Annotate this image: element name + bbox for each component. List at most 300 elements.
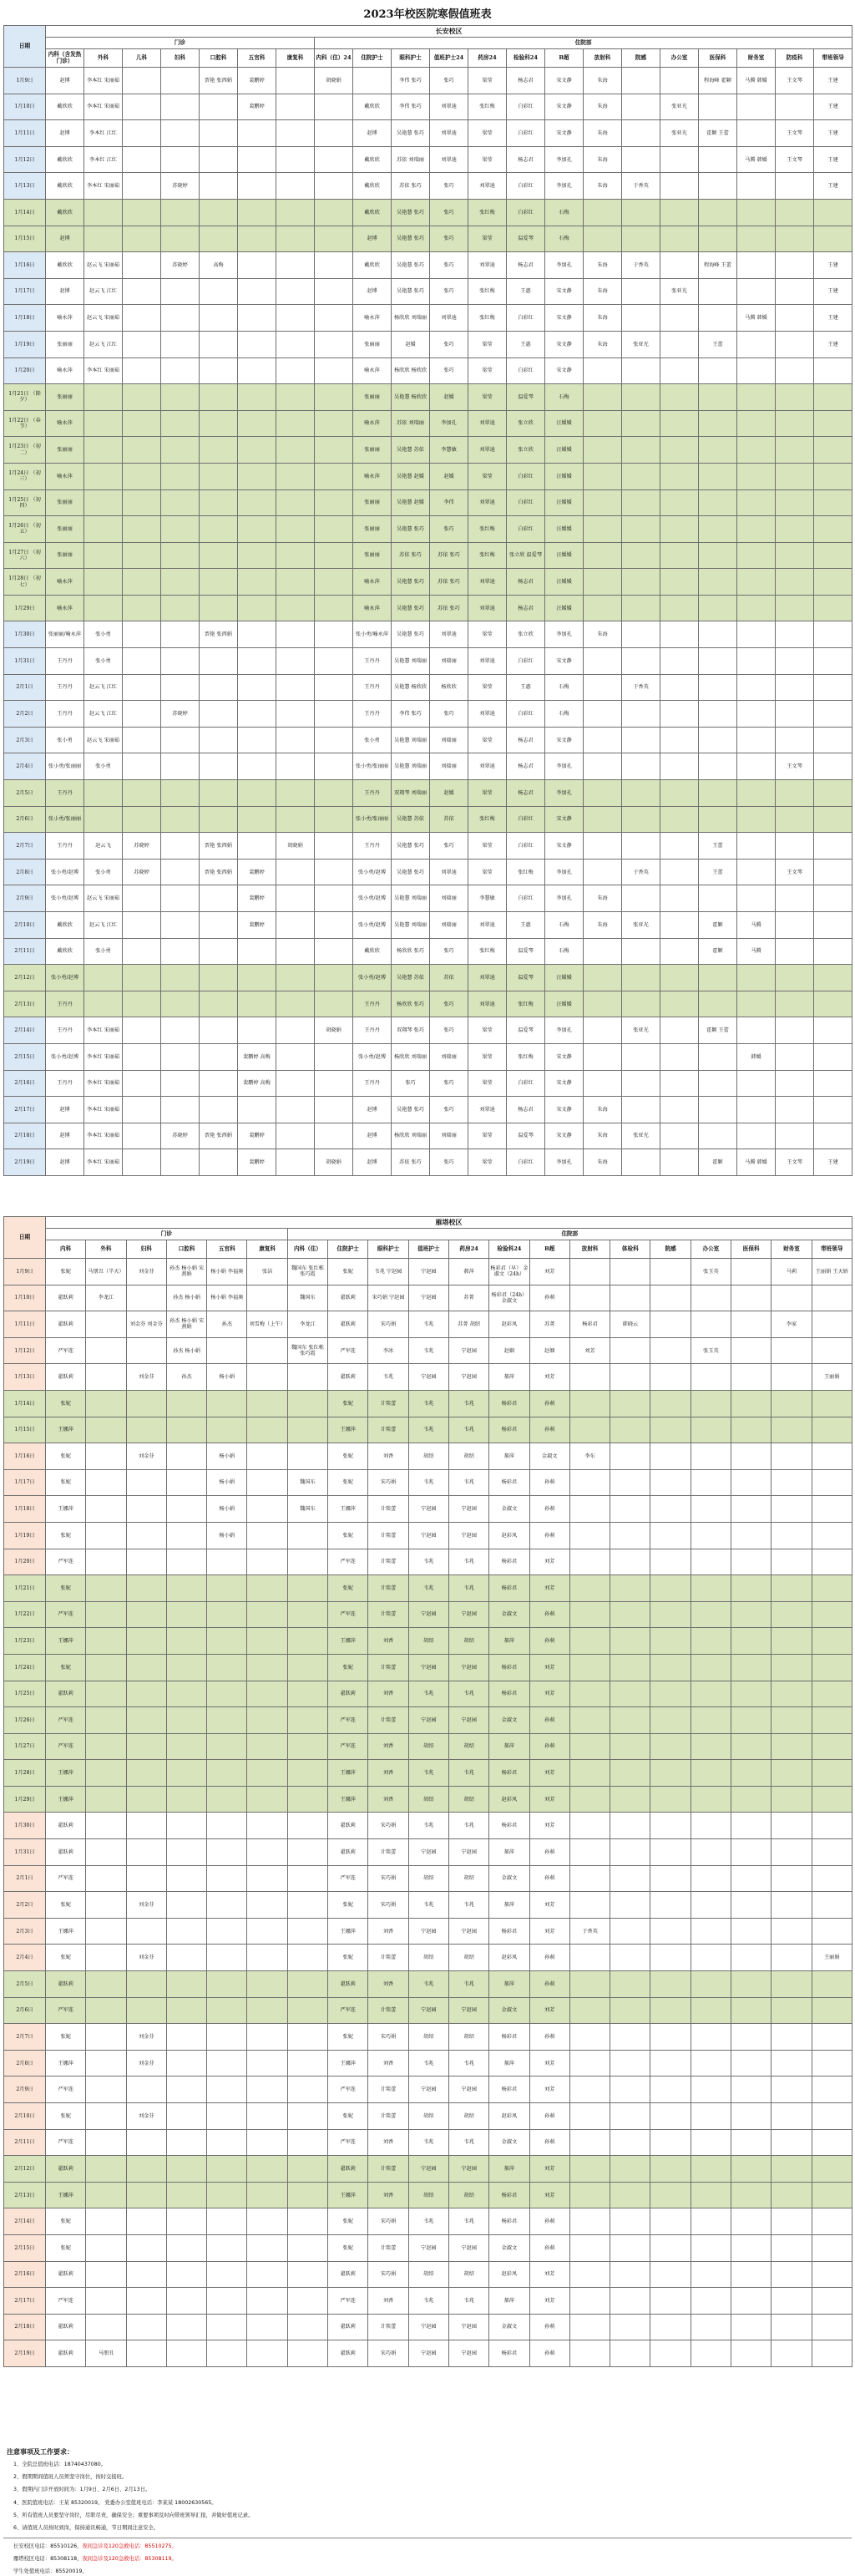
duty-cell: 赵云飞 江红 [84, 912, 123, 939]
duty-cell: 王丹丹 [46, 674, 84, 701]
duty-cell: 张红梅 [468, 199, 507, 226]
duty-cell [737, 833, 776, 860]
duty-cell: 刘芳 [529, 1813, 569, 1839]
schedule-row [4, 648, 852, 675]
duty-cell [161, 621, 200, 648]
date-cell: 2月15日 [4, 1043, 46, 1070]
date-cell: 1月23日 [4, 1628, 46, 1655]
campus-name: 雁塔校区 [46, 1217, 852, 1229]
duty-cell [814, 226, 852, 252]
duty-cell [737, 595, 776, 621]
duty-cell: 赵博 [46, 1149, 84, 1176]
duty-cell: 刘瑞丽 [430, 727, 468, 753]
duty-cell [584, 780, 622, 807]
duty-cell: 张小勇/赵博 [46, 885, 84, 912]
duty-cell [776, 1097, 814, 1123]
duty-cell: 郝萍 [489, 1364, 529, 1391]
duty-cell [238, 965, 276, 991]
duty-cell: 戴欣欣 [46, 938, 84, 965]
duty-cell: 宋巧娟 [368, 2024, 408, 2051]
duty-cell [660, 938, 699, 965]
date-cell: 1月17日 [4, 1469, 46, 1496]
duty-cell: 王建 [814, 146, 852, 173]
duty-cell: 张丽丽/喻永萍 [46, 621, 84, 648]
duty-cell [610, 1285, 650, 1311]
duty-cell [731, 1417, 772, 1443]
date-cell: 2月3日 [4, 1918, 46, 1945]
duty-cell [584, 226, 622, 252]
schedule-row [4, 1070, 852, 1097]
duty-cell [776, 648, 814, 675]
duty-cell: 宁赵园 [448, 2234, 488, 2261]
schedule-row [4, 199, 852, 226]
duty-cell [126, 1733, 166, 1760]
duty-cell: 苏晓婷 [161, 173, 200, 200]
duty-cell [691, 2182, 731, 2208]
date-cell: 1月27日 （初六） [4, 542, 46, 569]
duty-cell [812, 2050, 852, 2077]
duty-cell [610, 1628, 650, 1655]
duty-cell: 马腾 韩媛 [737, 68, 776, 94]
column-header: 体检科 [610, 1240, 650, 1259]
duty-cell: 张妮 [46, 1443, 86, 1470]
duty-cell: 韦兆 [408, 1575, 448, 1602]
duty-cell [660, 991, 699, 1017]
duty-cell: 戴欣欣 [353, 252, 392, 279]
duty-cell: 李加孔 [545, 780, 584, 807]
column-header: B超 [545, 49, 584, 68]
duty-cell [699, 410, 737, 437]
duty-cell [126, 2077, 166, 2103]
duty-cell [622, 305, 660, 332]
duty-cell [207, 2182, 247, 2208]
duty-cell: 贾艳 张西娟 [200, 68, 238, 94]
duty-cell: 宁赵园 [408, 1839, 448, 1866]
duty-cell [200, 94, 238, 120]
duty-cell: 梁莹 [468, 463, 507, 489]
duty-cell: 翟跃莉 [328, 1971, 368, 1998]
date-column-header: 日期 [4, 1217, 46, 1259]
duty-cell: 胡绍 [448, 1628, 488, 1655]
duty-cell [247, 1813, 287, 1839]
duty-cell [737, 173, 776, 200]
date-cell: 2月11日 [4, 938, 46, 965]
duty-cell: 张立欣 [507, 437, 545, 464]
duty-cell [200, 278, 238, 305]
duty-cell [731, 1918, 772, 1945]
schedule-row [4, 1043, 852, 1070]
duty-cell: 郝萍 [489, 2288, 529, 2315]
duty-cell: 王文琴 [776, 120, 814, 147]
duty-cell: 金淑文 [489, 2314, 529, 2340]
duty-cell [247, 2261, 287, 2288]
duty-cell: 孙杰 [207, 1311, 247, 1338]
duty-cell: 韦兆 [408, 1681, 448, 1707]
duty-cell: 张巧 [430, 331, 468, 357]
duty-cell [123, 173, 161, 200]
duty-cell [812, 1997, 852, 2024]
date-cell: 2月4日 [4, 753, 46, 780]
duty-cell: 赵彩凤 [489, 2103, 529, 2130]
duty-cell: 宁赵园 [408, 1364, 448, 1391]
duty-cell: 计琰蕾 [368, 2234, 408, 2261]
duty-cell [126, 1522, 166, 1549]
duty-cell [699, 965, 737, 991]
duty-cell [622, 463, 660, 489]
duty-cell [622, 146, 660, 173]
duty-cell [123, 1097, 161, 1123]
duty-cell: 李本红 宋丽茹 [84, 1123, 123, 1149]
date-cell: 2月3日 [4, 727, 46, 753]
duty-cell [812, 1549, 852, 1575]
duty-cell: 赵云飞 宋丽茹 [84, 305, 123, 332]
date-cell: 1月15日 [4, 226, 46, 252]
duty-cell: 苏菁 [529, 1311, 569, 1338]
duty-cell [166, 2103, 206, 2130]
duty-cell: 李加孔 [430, 410, 468, 437]
duty-cell [776, 1043, 814, 1070]
duty-cell [622, 648, 660, 675]
duty-cell: 赵彩凤 [489, 2261, 529, 2288]
duty-cell [569, 1892, 610, 1919]
duty-cell [161, 199, 200, 226]
duty-cell: 孙萌 [529, 1417, 569, 1443]
duty-cell [691, 1681, 731, 1707]
duty-cell: 韦兆 [408, 2288, 448, 2315]
duty-cell [660, 516, 699, 543]
duty-cell [238, 489, 276, 516]
duty-cell [814, 1123, 852, 1149]
duty-cell: 梁莹 [468, 1149, 507, 1176]
duty-cell: 宋巧娟 宁赵园 [368, 1285, 408, 1311]
note-item: 5、所有值班人员要坚守岗位，尽职尽责，确保安全；重要事项及时向带班领导汇报，并做好值班记录。 [13, 2512, 254, 2518]
duty-cell: 喻永萍 [353, 595, 392, 621]
duty-cell [731, 1496, 772, 1523]
duty-cell: 刘翠迪 [468, 753, 507, 780]
duty-cell [123, 1043, 161, 1070]
duty-cell: 刘翠迪 [468, 489, 507, 516]
schedule-row [4, 1997, 852, 2024]
duty-cell: 吴艳慧 张巧 [392, 859, 430, 885]
duty-cell [691, 1997, 731, 2024]
duty-cell: 翟跃莉 [328, 2261, 368, 2288]
duty-cell [812, 2340, 852, 2367]
duty-cell: 宋文静 [545, 94, 584, 120]
duty-cell [287, 1733, 327, 1760]
date-cell: 2月8日 [4, 2050, 46, 2077]
duty-cell [276, 1097, 315, 1123]
duty-cell [610, 2208, 650, 2235]
duty-cell [287, 1865, 327, 1892]
duty-cell [660, 489, 699, 516]
duty-cell: 吴艳慧 张巧 [392, 120, 430, 147]
duty-cell [84, 384, 123, 411]
duty-cell: 胡绍 [448, 1865, 488, 1892]
duty-cell: 李加孔 [545, 252, 584, 279]
duty-cell [315, 1123, 353, 1149]
duty-cell: 韦兆 [448, 1417, 488, 1443]
duty-cell [731, 1786, 772, 1813]
duty-cell [650, 1628, 691, 1655]
duty-cell [772, 1575, 812, 1602]
duty-cell [584, 1070, 622, 1097]
column-header: 带班领导 [812, 1240, 852, 1259]
duty-cell [731, 1892, 772, 1919]
schedule-row [4, 2234, 852, 2261]
duty-cell [691, 2103, 731, 2130]
duty-cell [276, 146, 315, 173]
duty-cell: 赵姻 [529, 1337, 569, 1364]
duty-cell [650, 1601, 691, 1628]
duty-cell [699, 1070, 737, 1097]
duty-cell [660, 1149, 699, 1176]
duty-cell: 王丹丹 [46, 991, 84, 1017]
duty-cell [238, 938, 276, 965]
schedule-row [4, 1417, 852, 1443]
duty-cell: 张巧 [430, 357, 468, 384]
schedule-row [4, 1892, 852, 1919]
schedule-row [4, 1443, 852, 1470]
duty-cell: 杨志君 [507, 68, 545, 94]
duty-cell [276, 806, 315, 833]
duty-cell [650, 1760, 691, 1787]
schedule-row [4, 2024, 852, 2051]
duty-cell: 张妮 [46, 2024, 86, 2051]
duty-cell: 王建 [814, 94, 852, 120]
duty-cell [814, 1043, 852, 1070]
duty-cell [84, 595, 123, 621]
duty-cell: 赵博 [353, 226, 392, 252]
duty-cell: 刘香 [368, 1760, 408, 1787]
duty-cell [737, 463, 776, 489]
duty-cell: 白彩红 [507, 463, 545, 489]
duty-cell [699, 437, 737, 464]
duty-cell [814, 991, 852, 1017]
duty-cell [86, 1549, 126, 1575]
date-cell: 1月26日 [4, 1707, 46, 1734]
duty-cell: 吴艳慧 张巧 [392, 226, 430, 252]
duty-cell [691, 1839, 731, 1866]
duty-cell [584, 1043, 622, 1070]
duty-cell [610, 1760, 650, 1787]
duty-cell [247, 2208, 287, 2235]
duty-cell: 刘金芬 [126, 1892, 166, 1919]
duty-cell [610, 1469, 650, 1496]
duty-cell: 宋巧娟 [368, 1469, 408, 1496]
duty-cell [200, 912, 238, 939]
duty-cell [238, 569, 276, 596]
duty-cell: 刘翠迪 [468, 965, 507, 991]
duty-cell [207, 1786, 247, 1813]
duty-cell: 王建 [814, 68, 852, 94]
duty-cell: 张丽丽 [46, 331, 84, 357]
duty-cell: 朱海 [584, 68, 622, 94]
duty-cell: 苏晓婷 [161, 1123, 200, 1149]
duty-cell: 杨彩君 [489, 1417, 529, 1443]
schedule-row [4, 1259, 852, 1285]
duty-cell: 翟跃莉 [46, 2261, 86, 2288]
duty-cell: 张红梅 [507, 859, 545, 885]
duty-cell [287, 2234, 327, 2261]
duty-cell: 宋巧娟 [368, 2261, 408, 2288]
duty-cell [650, 1892, 691, 1919]
duty-cell [737, 701, 776, 728]
duty-cell: 张立欣 [507, 410, 545, 437]
duty-cell: 赵彩凤 [489, 1522, 529, 1549]
duty-cell [650, 1390, 691, 1417]
duty-cell [772, 1549, 812, 1575]
duty-cell [772, 1865, 812, 1892]
schedule-row [4, 1786, 852, 1813]
duty-cell: 喻永萍 [353, 305, 392, 332]
duty-cell [660, 1123, 699, 1149]
duty-cell [731, 1549, 772, 1575]
duty-cell [691, 1311, 731, 1338]
duty-cell: 金淑文 [489, 1496, 529, 1523]
duty-cell [731, 1522, 772, 1549]
duty-cell [166, 2234, 206, 2261]
duty-cell [287, 1549, 327, 1575]
duty-cell [247, 1733, 287, 1760]
duty-cell [812, 1654, 852, 1681]
duty-cell [622, 595, 660, 621]
duty-cell: 宁赵园 [448, 2077, 488, 2103]
duty-cell [86, 1681, 126, 1707]
duty-cell [691, 2288, 731, 2315]
duty-cell [660, 68, 699, 94]
duty-cell: 王丹丹 [46, 648, 84, 675]
duty-cell [731, 2288, 772, 2315]
duty-cell: 宁赵园 [408, 1285, 448, 1311]
duty-cell [161, 1070, 200, 1097]
duty-cell: 赵博 [353, 1149, 392, 1176]
duty-cell [584, 753, 622, 780]
duty-cell [200, 1043, 238, 1070]
duty-cell [161, 437, 200, 464]
duty-cell [772, 1945, 812, 1971]
duty-cell: 严军连 [46, 2288, 86, 2315]
duty-cell [776, 595, 814, 621]
duty-cell [166, 1522, 206, 1549]
duty-cell [166, 2182, 206, 2208]
duty-cell: 计琰蕾 [368, 1707, 408, 1734]
schedule-row [4, 1839, 852, 1866]
duty-cell [276, 331, 315, 357]
duty-cell [315, 120, 353, 147]
schedule-row [4, 727, 852, 753]
duty-cell: 宋文静 [545, 1097, 584, 1123]
schedule-row [4, 410, 852, 437]
duty-cell [650, 1285, 691, 1311]
duty-cell [622, 991, 660, 1017]
duty-cell [814, 437, 852, 464]
duty-cell: 李加孔 [545, 885, 584, 912]
duty-cell: 梁莹 [468, 1017, 507, 1044]
duty-cell: 贾艳 张西娟 [200, 621, 238, 648]
duty-cell [86, 2261, 126, 2288]
duty-cell [287, 1892, 327, 1919]
duty-cell [238, 674, 276, 701]
duty-cell [569, 2261, 610, 2288]
duty-cell: 张巧 [430, 938, 468, 965]
schedule-row [4, 1865, 852, 1892]
duty-cell [207, 2129, 247, 2156]
duty-cell [166, 1733, 206, 1760]
duty-cell: 刘芳 [529, 1549, 569, 1575]
duty-cell: 刘芳 [529, 1654, 569, 1681]
duty-cell: 赵博 [46, 1097, 84, 1123]
duty-cell: 杨志君 [507, 1097, 545, 1123]
duty-cell [737, 384, 776, 411]
duty-cell: 刘翠迪 [468, 569, 507, 596]
duty-cell [622, 569, 660, 596]
duty-cell [123, 965, 161, 991]
duty-cell [691, 1285, 731, 1311]
duty-cell: 杨志君 [507, 569, 545, 596]
duty-cell [772, 1654, 812, 1681]
duty-cell [126, 1918, 166, 1945]
duty-cell: 严军连 [328, 1707, 368, 1734]
duty-cell [812, 2182, 852, 2208]
duty-cell: 王建 [814, 1149, 852, 1176]
duty-cell: 宁赵园 [448, 1918, 488, 1945]
date-cell: 2月11日 [4, 2129, 46, 2156]
schedule-row [4, 68, 852, 94]
duty-cell [200, 146, 238, 173]
duty-cell [569, 1496, 610, 1523]
duty-cell: 刘瑞丽 [430, 912, 468, 939]
duty-cell [772, 2050, 812, 2077]
duty-cell: 李冰 [368, 1337, 408, 1364]
duty-cell [126, 1601, 166, 1628]
duty-cell: 张洁 [247, 1259, 287, 1285]
duty-cell [772, 2340, 812, 2367]
duty-cell: 王娜萍 [328, 1496, 368, 1523]
duty-cell [691, 1971, 731, 1998]
duty-cell [650, 1311, 691, 1338]
duty-cell: 张红梅 [468, 542, 507, 569]
duty-cell [569, 2288, 610, 2315]
duty-cell [287, 1786, 327, 1813]
duty-cell: 宁赵园 [408, 2314, 448, 2340]
duty-cell [276, 753, 315, 780]
duty-cell [126, 2288, 166, 2315]
duty-cell: 张巧 [430, 1149, 468, 1176]
duty-cell [123, 727, 161, 753]
duty-cell: 张妮 [46, 1892, 86, 1919]
duty-cell [737, 410, 776, 437]
duty-cell [812, 2156, 852, 2183]
duty-cell: 严军连 [328, 1601, 368, 1628]
duty-cell [123, 938, 161, 965]
duty-cell: 苏依 张巧 [430, 569, 468, 596]
schedule-row [4, 226, 852, 252]
duty-cell [166, 1813, 206, 1839]
duty-cell [731, 2129, 772, 2156]
duty-cell [123, 674, 161, 701]
duty-cell: 苏晓婷 [123, 859, 161, 885]
duty-cell: 杨志君 [507, 146, 545, 173]
date-cell: 2月18日 [4, 2314, 46, 2340]
duty-cell [569, 1575, 610, 1602]
duty-cell [814, 885, 852, 912]
duty-cell [699, 674, 737, 701]
duty-cell [161, 463, 200, 489]
duty-cell [276, 226, 315, 252]
duty-cell [812, 1707, 852, 1734]
duty-cell [207, 2208, 247, 2235]
duty-cell: 宋文静 [545, 1070, 584, 1097]
